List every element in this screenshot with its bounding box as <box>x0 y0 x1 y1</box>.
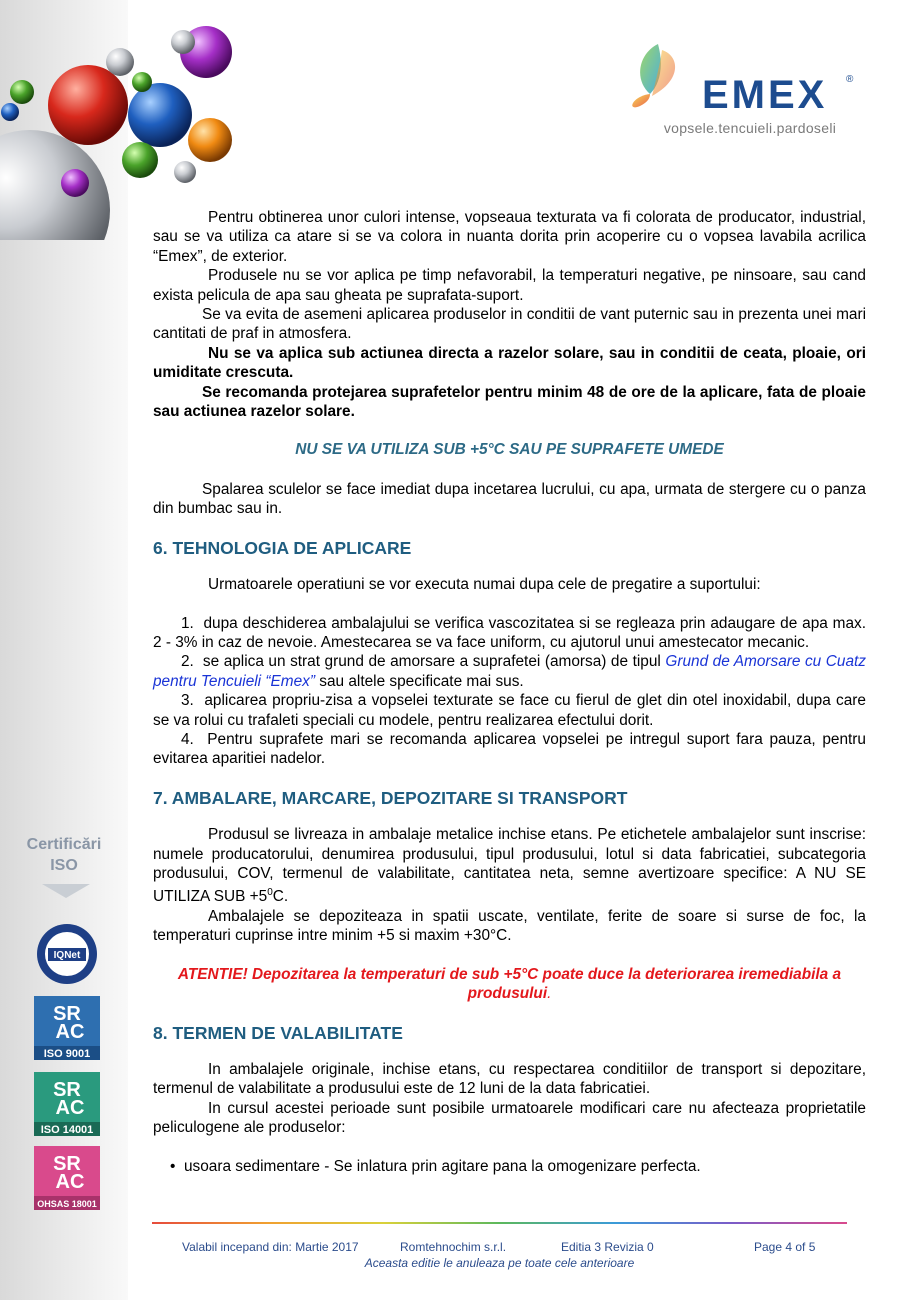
svg-text:AC: AC <box>55 1097 85 1119</box>
svg-text:SR: SR <box>53 1153 81 1175</box>
paragraph: Pentru obtinerea unor culori intense, vopseaua texturata va fi colorata de producator, industrial, sau se va utiliza ca atare si se va colora in nuanta dorita prin acoperire cu o vopsea lavabila acrilica “Emex”, de exterior. <box>153 209 866 265</box>
section-heading-6: 6. TEHNOLOGIA DE APLICARE <box>153 537 412 558</box>
sphere <box>61 169 89 197</box>
section-heading-8: 8. TERMEN DE VALABILITATE <box>153 1022 403 1043</box>
svg-text:OHSAS 18001: OHSAS 18001 <box>37 1199 97 1209</box>
paragraph: Produsele nu se vor aplica pe timp nefavorabil, la temperaturi negative, pe ninsoare, sau cand exista pelicula de apa sau gheata pe suprafata-suport. <box>153 267 866 304</box>
list-item: 1. dupa deschiderea ambalajului se verifica vascozitatea si se regleaza prin adaugare de apa max. 2 - 3% in caz de nevoie. Amestecarea se va face uniform, cu ajutorul unui amestecator mecanic. <box>153 614 866 651</box>
paragraph: In ambalajele originale, inchise etans, cu respectarea conditiilor de transport si depozitare, termenul de valabilitate a produsului este de 12 luni de la data fabricatiei. <box>153 1060 866 1098</box>
sphere <box>48 65 128 145</box>
paragraph: In cursul acestei perioade sunt posibile urmatoarele modificari care nu afecteaza proprietatile peliculogene ale produselor: <box>153 1099 866 1137</box>
iqnet-certificate-badge <box>34 922 100 986</box>
footer-valid-from: Valabil incepand din: Martie 2017 <box>182 1240 359 1254</box>
paragraph: Urmatoarele operatiuni se vor executa numai dupa cele de pregatire a suportului: <box>208 576 761 594</box>
svg-text:EMEX: EMEX <box>702 73 828 117</box>
srac-iso-9001-badge <box>34 996 100 1060</box>
sphere <box>171 30 195 54</box>
brand-tagline: vopsele.tencuieli.pardoseli <box>663 120 837 136</box>
sphere <box>132 72 152 92</box>
footer-edition: Editia 3 Revizia 0 <box>561 1240 654 1254</box>
sphere <box>0 130 110 240</box>
footer-company: Romtehnochim s.r.l. <box>400 1240 507 1254</box>
product-link[interactable]: Grund de Amorsare cu Cuatz pentru Tencuieli “Emex” <box>153 653 866 690</box>
storage-warning: ATENTIE! Depozitarea la temperaturi de sub +5°C poate duce la deteriorarea iremediabila a produsului. <box>177 965 842 1003</box>
svg-text:SR: SR <box>53 1079 81 1101</box>
srac-ohsas-18001-badge <box>34 1146 100 1210</box>
svg-text:IQNet: IQNet <box>53 950 81 961</box>
document-body <box>153 208 866 1176</box>
svg-text:®: ® <box>846 74 854 85</box>
iso-certifications-title: Certificări ISO <box>26 836 102 874</box>
bullet-item: • usoara sedimentare - Se inlatura prin agitare pana la omogenizare perfecta. <box>170 1157 701 1175</box>
sphere <box>10 80 34 104</box>
svg-text:ISO 9001: ISO 9001 <box>43 1048 91 1060</box>
footer-divider <box>152 1222 847 1224</box>
sphere <box>174 161 196 183</box>
paragraph: Produsul se livreaza in ambalaje metalice inchise etans. Pe etichetele ambalajelor sunt inscrise: numele producatorului, denumirea produsului, tipul produsului, lotul si data fabricatiei, subcategoria produsului, COV, termenul de valabilitate, cantitatea neta, semne avertizoare specifice: A NU SE UTILIZA SUB $+5^0C$. <box>153 826 866 906</box>
paragraph-bold: Nu se va aplica sub actiunea directa a razelor solare, sau in conditii de ceata, ploaie, ori umiditate crescuta. <box>153 344 866 382</box>
srac-iso-14001-badge <box>34 1072 100 1136</box>
section-heading-7: 7. AMBALARE, MARCARE, DEPOZITARE SI TRANSPORT <box>153 787 628 808</box>
list-item: 2. se aplica un strat grund de amorsare a suprafetei (amorsa) de tipul Grund de Amorsare cu Cuatz pentru Tencuieli “Emex” sau altele specificate mai sus. <box>153 653 866 690</box>
sphere <box>1 103 19 121</box>
footer-page-number: Page 4 of 5 <box>754 1240 816 1254</box>
sphere <box>188 118 232 162</box>
list-item: 4. Pentru suprafete mari se recomanda aplicarea vopselei pe intregul suport fara pauza, pentru evitarea aparitiei nadelor. <box>153 730 866 768</box>
svg-text:ISO 14001: ISO 14001 <box>40 1124 94 1136</box>
down-arrow-icon <box>42 884 90 898</box>
sphere <box>106 48 134 76</box>
paragraph-bold: Se recomanda protejarea suprafetelor pentru minim 48 de ore de la aplicare, fata de ploaie sau actiunea razelor solare. <box>153 383 866 421</box>
svg-text:SR: SR <box>53 1003 81 1025</box>
paragraph: Se va evita de asemeni aplicarea produselor in conditii de vant puternic sau in prezenta unei mari cantitati de praf in atmosfera. <box>153 306 866 343</box>
sphere <box>128 83 192 147</box>
svg-text:AC: AC <box>55 1021 85 1043</box>
footer-note: Aceasta editie le anuleaza pe toate cele anterioare <box>364 1256 635 1270</box>
sphere <box>122 142 158 178</box>
paragraph: Spalarea sculelor se face imediat dupa incetarea lucrului, cu apa, urmata de stergere cu o panza din bumbac sau in. <box>153 480 866 518</box>
butterfly-icon <box>632 94 650 107</box>
decorative-spheres <box>0 0 260 240</box>
list-item: 3. aplicarea propriu-zisa a vopselei texturate se face cu fierul de glet din otel inoxidabil, dupa care se va rolui cu trafaleti speciali cu modele, pentru realizarea efectului dorit. <box>153 692 866 729</box>
paragraph: Ambalajele se depoziteaza in spatii uscate, ventilate, ferite de soare si surse de foc, la temperaturi cuprinse intre minim +5 si maxim +30°C. <box>153 907 866 945</box>
usage-note: NU SE VA UTILIZA SUB +5°C SAU PE SUPRAFETE UMEDE <box>295 441 724 459</box>
svg-text:AC: AC <box>55 1171 85 1193</box>
